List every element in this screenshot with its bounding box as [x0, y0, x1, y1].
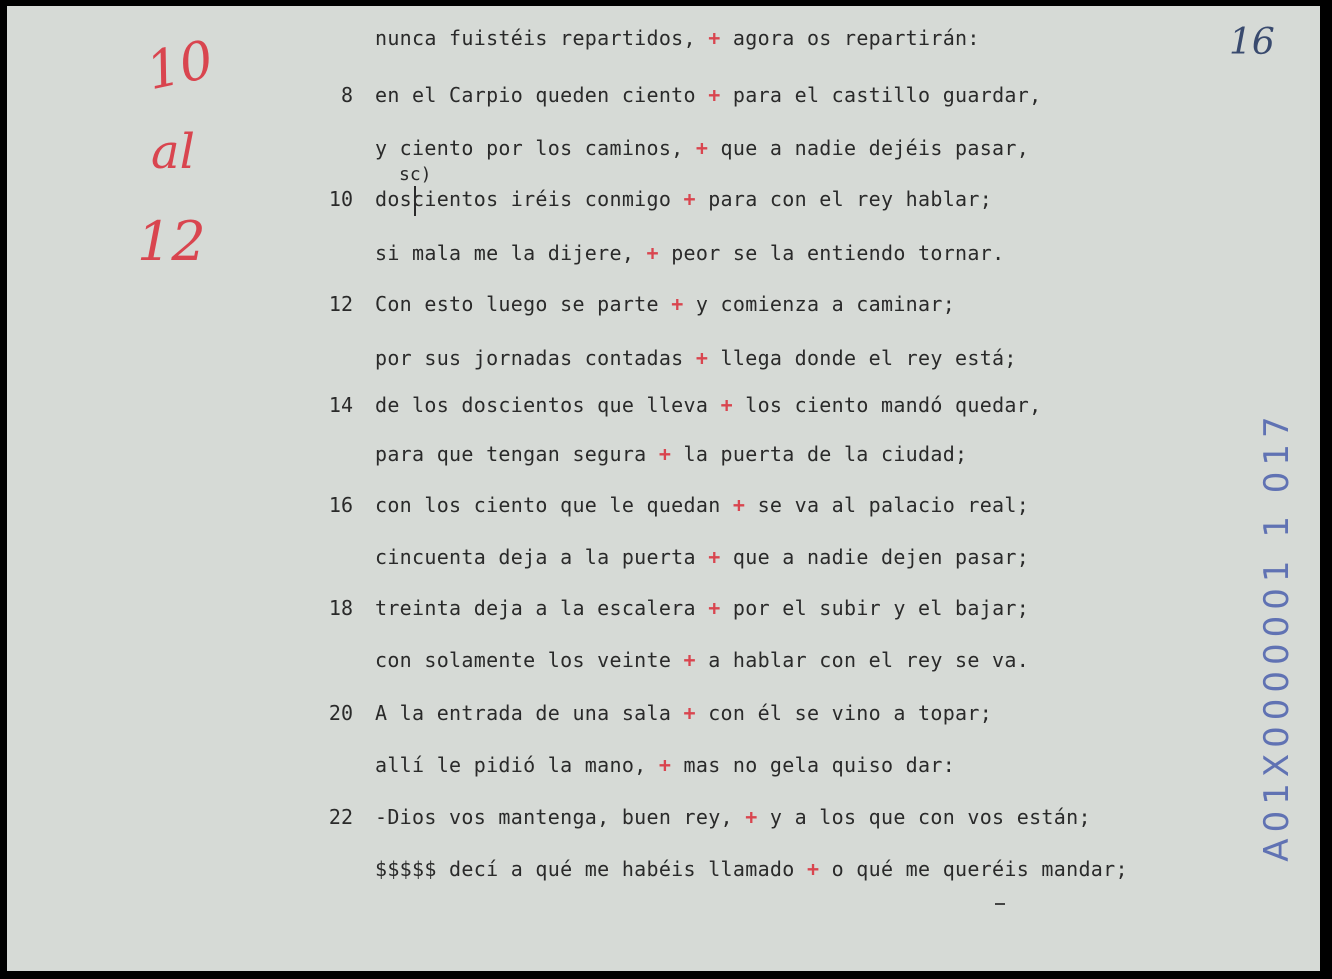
- caesura-mark: +: [646, 241, 659, 265]
- caesura-mark: +: [708, 83, 721, 107]
- second-hemistich: los ciento mandó quedar,: [732, 393, 1042, 417]
- verse-text: [375, 805, 1091, 829]
- verse-text: [375, 83, 1041, 107]
- verse-line: [7, 83, 1207, 113]
- line-number: 8: [340, 83, 353, 107]
- caesura-mark: +: [683, 187, 696, 211]
- first-hemistich: por sus jornadas contadas: [375, 346, 696, 370]
- verse-line: [7, 596, 1207, 626]
- verse-line: [7, 701, 1207, 731]
- margin-note-from: 10: [141, 29, 219, 103]
- stray-mark: [995, 903, 1005, 905]
- verse-text: [375, 442, 967, 466]
- second-hemistich: para con el rey hablar;: [695, 187, 993, 211]
- document-page: [7, 6, 1320, 971]
- handwritten-correction: sc): [399, 164, 432, 185]
- second-hemistich: que a nadie dejen pasar;: [720, 545, 1030, 569]
- first-hemistich: A la entrada de una sala: [375, 701, 684, 725]
- verse-text: [375, 857, 1128, 881]
- verse-text: [375, 648, 1029, 672]
- verse-line: [7, 753, 1207, 783]
- verse-text: [375, 701, 992, 725]
- caesura-mark: +: [745, 805, 758, 829]
- verse-line: [7, 292, 1207, 322]
- verse-line: [7, 136, 1207, 166]
- first-hemistich: cincuenta deja a la puerta: [375, 545, 709, 569]
- second-hemistich: con él se vino a topar;: [695, 701, 993, 725]
- caesura-mark: +: [658, 753, 672, 777]
- first-hemistich: -Dios vos mantenga, buen rey,: [375, 805, 746, 829]
- first-hemistich: allí le pidió la mano,: [375, 753, 659, 777]
- line-number: 22: [328, 805, 353, 829]
- first-hemistich: si mala me la dijere,: [375, 241, 647, 265]
- second-hemistich: que a nadie dejéis pasar,: [708, 136, 1030, 160]
- verse-text: [375, 493, 1029, 517]
- first-hemistich: con solamente los veinte: [375, 648, 684, 672]
- caesura-mark: +: [683, 701, 696, 725]
- archive-stamp-text: A01X0000001 1 017: [1257, 410, 1297, 862]
- first-hemistich: nunca fuistéis repartidos,: [375, 26, 709, 50]
- line-number: 10: [328, 187, 353, 211]
- second-hemistich: y comienza a caminar;: [683, 292, 956, 316]
- caesura-mark: +: [658, 442, 672, 466]
- second-hemistich: agora os repartirán:: [720, 26, 980, 50]
- margin-note-al: al: [151, 124, 195, 180]
- caesura-mark: +: [806, 857, 820, 881]
- verse-line: [7, 346, 1207, 376]
- first-hemistich: con los ciento que le quedan: [375, 493, 733, 517]
- verse-line: [7, 442, 1207, 472]
- second-hemistich: la puerta de la ciudad;: [671, 442, 968, 466]
- caesura-mark: +: [708, 26, 721, 50]
- verse-line: [7, 805, 1207, 835]
- verse-line: [7, 26, 1207, 56]
- verse-line: [7, 241, 1207, 271]
- verse-text: [375, 136, 1029, 160]
- caesura-mark: +: [695, 346, 709, 370]
- first-hemistich: treinta deja a la escalera: [375, 596, 709, 620]
- verse-line: [7, 393, 1207, 423]
- first-hemistich: Con esto luego se parte: [375, 292, 672, 316]
- caesura-mark: +: [732, 493, 746, 517]
- verse-text: [375, 753, 955, 777]
- caesura-mark: +: [695, 136, 709, 160]
- verse-line: [7, 493, 1207, 523]
- line-number: 14: [328, 393, 353, 417]
- caesura-mark: +: [708, 545, 721, 569]
- verse-line: [7, 545, 1207, 575]
- verse-line: [7, 648, 1207, 678]
- page-number: 16: [1229, 22, 1275, 63]
- caesura-mark: +: [671, 292, 684, 316]
- verse-text: [375, 346, 1017, 370]
- second-hemistich: y a los que con vos están;: [757, 805, 1091, 829]
- verse-text: [375, 241, 1004, 265]
- verse-line: [7, 187, 1207, 217]
- second-hemistich: o qué me queréis mandar;: [819, 857, 1128, 881]
- verse-text: [375, 292, 955, 316]
- first-hemistich: para que tengan segura: [375, 442, 659, 466]
- second-hemistich: por el subir y el bajar;: [720, 596, 1030, 620]
- first-hemistich: en el Carpio queden ciento: [375, 83, 709, 107]
- verse-text: [375, 393, 1041, 417]
- line-number: 18: [328, 596, 353, 620]
- verse-text: [375, 545, 1029, 569]
- second-hemistich: se va al palacio real;: [745, 493, 1030, 517]
- archive-stamp: [1247, 386, 1307, 886]
- caesura-mark: +: [720, 393, 733, 417]
- line-number: 20: [328, 701, 353, 725]
- line-number: 12: [328, 292, 353, 316]
- line-number: 16: [328, 493, 353, 517]
- second-hemistich: peor se la entiendo tornar.: [658, 241, 1005, 265]
- second-hemistich: llega donde el rey está;: [708, 346, 1017, 370]
- second-hemistich: a hablar con el rey se va.: [695, 648, 1030, 672]
- second-hemistich: mas no gela quiso dar:: [671, 753, 956, 777]
- verse-text: [375, 596, 1029, 620]
- verse-line: [7, 857, 1207, 887]
- caesura-mark: +: [683, 648, 696, 672]
- margin-note-to: 12: [137, 210, 206, 273]
- second-hemistich: para el castillo guardar,: [720, 83, 1042, 107]
- caesura-mark: +: [708, 596, 721, 620]
- first-hemistich: $$$$$ decí a qué me habéis llamado: [375, 857, 807, 881]
- verse-text: [375, 26, 980, 50]
- first-hemistich: doscientos iréis conmigo: [375, 187, 684, 211]
- verse-text: [375, 187, 992, 211]
- first-hemistich: y ciento por los caminos,: [375, 136, 696, 160]
- first-hemistich: de los doscientos que lleva: [375, 393, 721, 417]
